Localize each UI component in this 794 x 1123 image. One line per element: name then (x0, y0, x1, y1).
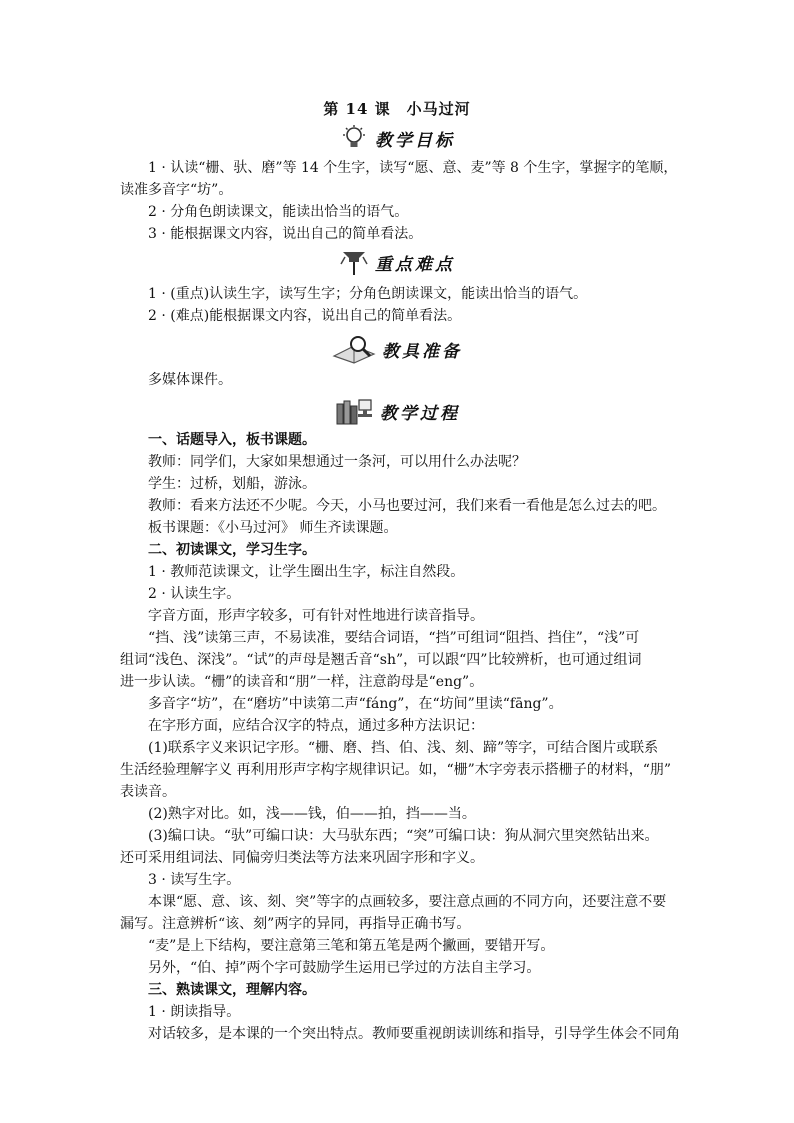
process-line: 漏写。注意辨析“该、刻”两字的异同，再指导正确书写。 (120, 916, 471, 932)
goal-line: 3 · 能根据课文内容，说出自己的简单看法。 (148, 226, 423, 242)
lightbulb-icon (339, 124, 369, 152)
pushpin-icon (339, 248, 369, 276)
keypoint-line: 1 · (重点)认读生字，读写生字；分角色朗读课文，能读出恰当的语气。 (148, 286, 588, 302)
process-line: 在字形方面，应结合汉字的特点，通过多种方法识记： (148, 718, 484, 734)
process-line: 本课“愿、意、该、刻、突”等字的点画较多，要注意点画的不同方向，还要注意不要 (148, 894, 667, 910)
process-heading: 三、熟读课文，理解内容。 (148, 982, 316, 998)
section-title-goals: 教学目标 (375, 130, 455, 151)
keypoint-line: 2 · (难点)能根据课文内容，说出自己的简单看法。 (148, 308, 462, 324)
goal-line: 读准多音字“坊”。 (120, 182, 233, 198)
process-line: 3 · 读写生字。 (148, 872, 241, 888)
process-line: “挡、浅”读第三声，不易读准，要结合词语，“挡”可组词“阻挡、挡住”，“浅”可 (148, 630, 640, 646)
process-heading: 一、话题导入，板书课题。 (148, 432, 316, 448)
process-heading: 二、初读课文，学习生字。 (148, 542, 316, 558)
process-line: 另外，“伯、掉”两个字可鼓励学生运用已学过的方法自主学习。 (148, 960, 541, 976)
process-line: 字音方面，形声字较多，可有针对性地进行读音指导。 (148, 608, 484, 624)
process-line: 表读音。 (120, 784, 176, 800)
section-header-goals (0, 124, 794, 152)
process-line: 教师：看来方法还不少呢。今天，小马也要过河，我们来看一看他是怎么过去的吧。 (148, 498, 666, 514)
section-title-materials: 教具准备 (382, 341, 462, 362)
process-line: (2)熟字对比。如，浅——钱，伯——拍，挡——当。 (148, 806, 476, 822)
process-line: (1)联系字义来识记字形。“栅、磨、挡、伯、浅、刻、蹄”等字，可结合图片或联系 (148, 740, 659, 756)
process-line: (3)编口诀。“驮”可编口诀：大马驮东西；“突”可编口诀：狗从洞穴里突然钻出来。 (148, 828, 659, 844)
process-line: 学生：过桥，划船，游泳。 (148, 476, 316, 492)
section-title-keypoints: 重点难点 (375, 254, 455, 275)
process-line: 板书课题：《小马过河》 师生齐读课题。 (148, 520, 398, 536)
books-computer-icon (334, 396, 374, 426)
process-line: 对话较多，是本课的一个突出特点。教师要重视朗读训练和指导，引导学生体会不同角 (148, 1026, 680, 1042)
section-header-materials (0, 334, 794, 364)
process-line: 2 · 认读生字。 (148, 586, 241, 602)
section-header-process (0, 396, 794, 426)
process-line: 1 · 朗读指导。 (148, 1004, 241, 1020)
process-line: 多音字“坊”，在“磨坊”中读第二声“fáng”，在“坊间”里读“fāng”。 (148, 696, 563, 712)
process-line: 还可采用组词法、同偏旁归类法等方法来巩固字形和字义。 (120, 850, 484, 866)
process-line: 1 · 教师范读课文，让学生圈出生字，标注自然段。 (148, 564, 465, 580)
section-header-keypoints (0, 248, 794, 276)
process-line: 组词“浅色、深浅”。“试”的声母是翘舌音“sh”，可以跟“四”比较辨析，也可通过组词 (120, 652, 642, 668)
materials-line: 多媒体课件。 (148, 372, 232, 388)
process-line: “麦”是上下结构，要注意第三笔和第五笔是两个撇画，要错开写。 (148, 938, 555, 954)
magnifier-book-icon (332, 334, 376, 364)
process-line: 生活经验理解字义 再利用形声字构字规律识记。如，“栅”木字旁表示搭栅子的材料，“朋” (120, 762, 672, 778)
goal-line: 2 · 分角色朗读课文，能读出恰当的语气。 (148, 204, 409, 220)
process-line: 教师：同学们，大家如果想通过一条河，可以用什么办法呢？ (148, 454, 526, 470)
section-title-process: 教学过程 (380, 403, 460, 424)
process-line: 进一步认读。“栅”的读音和“朋”一样，注意韵母是“eng”。 (120, 674, 484, 690)
lesson-title: 第 14 课 小马过河 (323, 100, 471, 118)
goal-line: 1 · 认读“栅、驮、磨”等 14 个生字，读写“愿、意、麦”等 8 个生字，掌握字的笔顺， (148, 160, 678, 176)
